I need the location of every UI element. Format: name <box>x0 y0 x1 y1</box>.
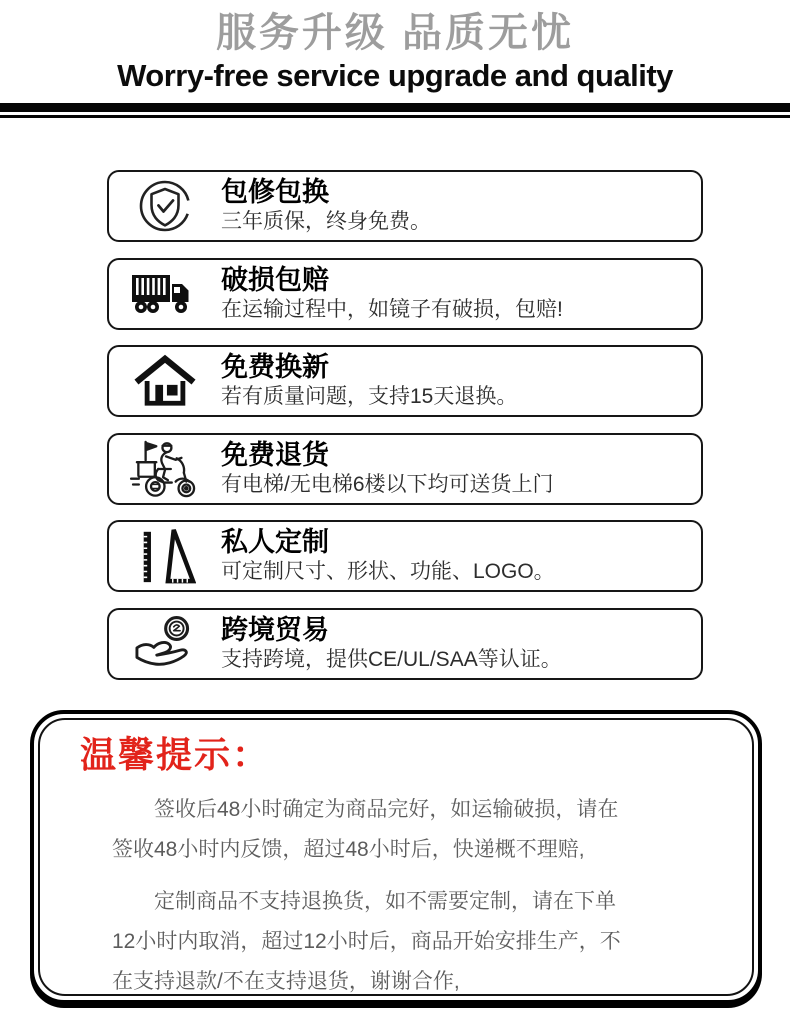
notice-box-inner <box>38 718 754 996</box>
service-title: 私人定制 <box>221 527 329 557</box>
service-card-trade <box>107 608 703 680</box>
notice-paragraph: 签收后48小时确定为商品完好，如运输破损，请在签收48小时内反馈，超过48小时后，快递概不理赔, <box>112 798 619 861</box>
service-card-repair <box>107 170 703 242</box>
service-desc: 若有质量问题，支持15天退换。 <box>221 385 518 408</box>
notice-paragraph: 定制商品不支持退换货，如不需要定制，请在下单12小时内取消，超过12小时后，商品开始安排生产，不在支持退款/不在支持退货，谢谢合作, <box>112 890 621 993</box>
service-title: 跨境贸易 <box>221 614 329 645</box>
service-title: 免费换新 <box>221 352 329 382</box>
delivery-scooter-icon <box>109 438 221 500</box>
service-desc: 支持跨境，提供CE/UL/SAA等认证。 <box>221 647 562 671</box>
notice-body <box>80 790 628 1002</box>
service-desc: 有电梯/无电梯6楼以下均可送货上门 <box>221 472 554 496</box>
service-title: 免费退货 <box>221 439 329 470</box>
truck-icon <box>109 266 221 322</box>
notice-box <box>30 710 762 1004</box>
service-desc: 三年质保，终身免费。 <box>221 210 431 233</box>
shield-check-icon <box>109 176 221 236</box>
service-card-damage <box>107 258 703 330</box>
divider-thin <box>0 115 790 118</box>
page-header <box>0 0 790 94</box>
hand-coin-icon <box>109 614 221 674</box>
service-card-custom <box>107 520 703 592</box>
service-title: 包修包换 <box>221 177 329 207</box>
service-card-return <box>107 433 703 505</box>
page-title-en: Worry-free service upgrade and quality <box>117 58 673 93</box>
service-desc: 在运输过程中，如镜子有破损，包赔! <box>221 297 563 321</box>
service-title: 破损包赔 <box>221 264 329 295</box>
service-card-list <box>107 170 703 680</box>
ruler-set-square-icon <box>109 526 221 586</box>
page-title-zh: 服务升级 品质无忧 <box>215 11 575 55</box>
divider-thick <box>0 103 790 112</box>
service-card-replace <box>107 345 703 417</box>
notice-title: 温馨提示： <box>80 734 271 775</box>
service-desc: 可定制尺寸、形状、功能、LOGO。 <box>221 560 555 583</box>
house-icon <box>109 352 221 410</box>
